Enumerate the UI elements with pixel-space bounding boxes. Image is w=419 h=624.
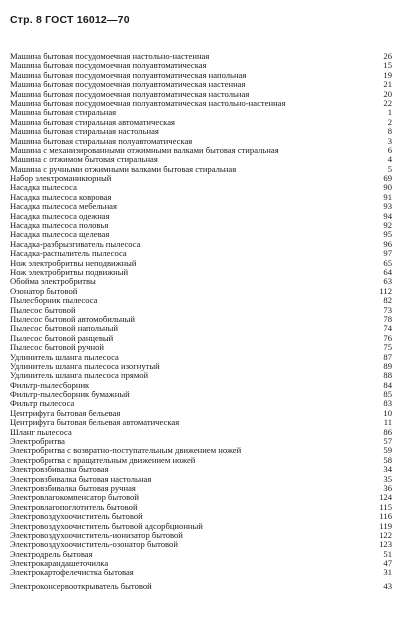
entry-page-number: 6 bbox=[387, 144, 392, 155]
entry-page-number: 74 bbox=[383, 323, 392, 334]
entry-term: Электровзбивалка бытовая bbox=[10, 465, 109, 475]
entry-term: Электроконсервооткрыватель бытовой bbox=[10, 581, 152, 591]
entry-term: Машина бытовая посудомоечная полуавтоматическая напольная bbox=[10, 70, 247, 80]
entry-term: Электродрель бытовая bbox=[10, 549, 93, 559]
index-entry bbox=[10, 80, 392, 89]
index-entry bbox=[10, 287, 392, 296]
entry-term: Машина с механизированными отжимными валками бытовая стиральная bbox=[10, 145, 279, 155]
index-entry bbox=[10, 306, 392, 315]
index-entry bbox=[10, 353, 392, 362]
index-entry bbox=[10, 315, 392, 324]
entry-term: Фильтр-пылесборник бумажный bbox=[10, 390, 130, 400]
index-entry bbox=[10, 268, 392, 277]
index-entry bbox=[10, 90, 392, 99]
entry-term: Насадка пылесоса bbox=[10, 183, 77, 193]
index-entry bbox=[10, 540, 392, 549]
entry-page-number: 2 bbox=[387, 116, 392, 127]
entry-term: Электровзбивалка бытовая настольная bbox=[10, 474, 152, 484]
entry-term: Насадка пылесоса половья bbox=[10, 221, 109, 231]
entry-term: Шланг пылесоса bbox=[10, 427, 72, 437]
entry-page-number: 8 bbox=[387, 126, 392, 137]
entry-page-number: 86 bbox=[383, 426, 392, 437]
entry-page-number: 83 bbox=[383, 398, 392, 409]
index-entry bbox=[10, 531, 392, 540]
entry-page-number: 82 bbox=[383, 295, 392, 306]
index-entry bbox=[10, 174, 392, 183]
index-entry bbox=[10, 381, 392, 390]
entry-term: Фильтр пылесоса bbox=[10, 399, 75, 409]
entry-page-number: 19 bbox=[383, 69, 392, 80]
entry-page-number: 31 bbox=[383, 567, 392, 578]
entry-page-number: 57 bbox=[383, 436, 392, 447]
index-entry bbox=[10, 559, 392, 568]
page-label: Стр. 8 bbox=[10, 14, 43, 26]
entry-term: Насадка пылесоса мебельная bbox=[10, 202, 117, 212]
entry-term: Машина с ручными отжимными валками бытовая стиральная bbox=[10, 164, 237, 174]
entry-term: Машина бытовая посудомоечная настольно-настенная bbox=[10, 52, 210, 61]
term-index bbox=[10, 52, 392, 591]
entry-term: Машина бытовая стиральная автоматическая bbox=[10, 117, 175, 127]
entry-page-number: 94 bbox=[383, 210, 392, 221]
entry-term: Насадка пылесоса ковровая bbox=[10, 192, 112, 202]
entry-page-number: 22 bbox=[383, 97, 392, 108]
entry-term: Машина бытовая стиральная bbox=[10, 108, 117, 118]
index-entry bbox=[10, 503, 392, 512]
entry-page-number: 35 bbox=[383, 473, 392, 484]
entry-page-number: 116 bbox=[379, 511, 392, 522]
index-entry bbox=[10, 249, 392, 258]
entry-term: Пылесос бытовой автомобильный bbox=[10, 314, 136, 324]
entry-page-number: 84 bbox=[383, 379, 392, 390]
entry-term: Электрокарандашеточилка bbox=[10, 559, 109, 569]
index-entry bbox=[10, 183, 392, 192]
entry-term: Озонатор бытовой bbox=[10, 286, 78, 296]
index-entry bbox=[10, 399, 392, 408]
index-entry bbox=[10, 259, 392, 268]
entry-term: Машина бытовая посудомоечная полуавтоматическая настенная bbox=[10, 80, 246, 90]
entry-term: Насадка-разбрызгиватель пылесоса bbox=[10, 239, 141, 249]
entry-term: Насадка пылесоса одежная bbox=[10, 211, 110, 221]
entry-term: Насадка пылесоса щелевая bbox=[10, 230, 110, 240]
index-entry bbox=[10, 108, 392, 117]
entry-page-number: 87 bbox=[383, 351, 392, 362]
entry-term: Машина с отжимом бытовая стиральная bbox=[10, 155, 158, 165]
entry-term: Машина бытовая стиральная полуавтоматическая bbox=[10, 136, 193, 146]
entry-page-number: 124 bbox=[379, 492, 392, 503]
entry-term: Электровлагокомпенсатор бытовой bbox=[10, 493, 140, 503]
entry-page-number: 95 bbox=[383, 229, 392, 240]
entry-term: Машина бытовая посудомоечная полуавтоматическая bbox=[10, 61, 207, 71]
index-entry bbox=[10, 568, 392, 577]
index-entry bbox=[10, 61, 392, 70]
entry-term: Нож электробритвы неподвижный bbox=[10, 258, 137, 268]
entry-term: Машина бытовая стиральная настольная bbox=[10, 127, 159, 137]
entry-page-number: 96 bbox=[383, 238, 392, 249]
index-entry bbox=[10, 324, 392, 333]
entry-term: Удлинитель шланга пылесоса прямой bbox=[10, 371, 149, 381]
entry-page-number: 36 bbox=[383, 482, 392, 493]
entry-term: Электробритва bbox=[10, 437, 65, 447]
entry-page-number: 97 bbox=[383, 248, 392, 259]
index-entry bbox=[10, 582, 392, 591]
entry-page-number: 92 bbox=[383, 220, 392, 231]
index-entry bbox=[10, 418, 392, 427]
index-entry bbox=[10, 512, 392, 521]
index-entry bbox=[10, 202, 392, 211]
index-entry bbox=[10, 146, 392, 155]
entry-page-number: 119 bbox=[379, 520, 392, 531]
entry-term: Обойма электробритвы bbox=[10, 277, 96, 287]
index-entry bbox=[10, 465, 392, 474]
entry-term: Электровзбивалка бытовая ручная bbox=[10, 483, 136, 493]
index-entry bbox=[10, 240, 392, 249]
entry-term: Электрокартофелечистка бытовая bbox=[10, 568, 134, 578]
index-entry bbox=[10, 71, 392, 80]
entry-term: Удлинитель шланга пылесоса bbox=[10, 352, 119, 362]
index-entry bbox=[10, 212, 392, 221]
index-entry bbox=[10, 475, 392, 484]
entry-page-number: 21 bbox=[383, 79, 392, 90]
index-entry bbox=[10, 390, 392, 399]
entry-page-number: 5 bbox=[387, 163, 392, 174]
entry-page-number: 123 bbox=[379, 539, 392, 550]
entry-term: Электробритва с вращательным движением ножей bbox=[10, 455, 196, 465]
index-entry bbox=[10, 550, 392, 559]
entry-page-number: 88 bbox=[383, 370, 392, 381]
entry-term: Пылесборник пылесоса bbox=[10, 296, 98, 306]
index-entry bbox=[10, 493, 392, 502]
index-entry bbox=[10, 165, 392, 174]
entry-page-number: 93 bbox=[383, 201, 392, 212]
entry-page-number: 58 bbox=[383, 454, 392, 465]
index-entry bbox=[10, 446, 392, 455]
index-entry bbox=[10, 409, 392, 418]
entry-page-number: 65 bbox=[383, 257, 392, 268]
entry-page-number: 91 bbox=[383, 191, 392, 202]
entry-term: Машина бытовая посудомоечная полуавтоматическая настольная bbox=[10, 89, 250, 99]
index-entry bbox=[10, 137, 392, 146]
entry-page-number: 20 bbox=[383, 88, 392, 99]
entry-term: Машина бытовая посудомоечная полуавтоматическая настольно-настенная bbox=[10, 98, 286, 108]
entry-page-number: 89 bbox=[383, 360, 392, 371]
entry-page-number: 15 bbox=[383, 60, 392, 71]
entry-page-number: 10 bbox=[383, 407, 392, 418]
entry-page-number: 3 bbox=[387, 135, 392, 146]
index-entry bbox=[10, 484, 392, 493]
entry-page-number: 11 bbox=[383, 417, 392, 428]
entry-term: Электровоздухоочиститель-ионизатор бытовой bbox=[10, 530, 183, 540]
entry-term: Нож электробритвы подвижный bbox=[10, 267, 129, 277]
entry-term: Пылесос бытовой ранцевый bbox=[10, 333, 114, 343]
index-entry bbox=[10, 428, 392, 437]
entry-term: Насадка-распылитель пылесоса bbox=[10, 249, 127, 259]
entry-page-number: 112 bbox=[379, 285, 392, 296]
entry-page-number: 78 bbox=[383, 313, 392, 324]
entry-term: Пылесос бытовой ручной bbox=[10, 343, 105, 353]
entry-term: Электровоздухоочиститель бытовой bbox=[10, 512, 143, 522]
entry-page-number: 85 bbox=[383, 389, 392, 400]
index-entry bbox=[10, 334, 392, 343]
entry-page-number: 51 bbox=[383, 548, 392, 559]
entry-page-number: 59 bbox=[383, 445, 392, 456]
entry-page-number: 75 bbox=[383, 342, 392, 353]
entry-page-number: 63 bbox=[383, 276, 392, 287]
index-entry bbox=[10, 296, 392, 305]
index-entry bbox=[10, 193, 392, 202]
page-header bbox=[10, 14, 130, 26]
index-entry bbox=[10, 277, 392, 286]
index-entry bbox=[10, 437, 392, 446]
index-entry bbox=[10, 522, 392, 531]
entry-term: Центрифуга бытовая бельевая bbox=[10, 408, 121, 418]
entry-term: Удлинитель шланга пылесоса изогнутый bbox=[10, 361, 160, 371]
index-entry bbox=[10, 155, 392, 164]
entry-page-number: 47 bbox=[383, 558, 392, 569]
entry-term: Пылесос бытовой bbox=[10, 305, 76, 315]
entry-term: Центрифуга бытовая бельевая автоматическая bbox=[10, 418, 180, 428]
entry-term: Электробритва с возвратно-поступательным движением ножей bbox=[10, 446, 242, 456]
entry-term: Набор электроманикюрный bbox=[10, 174, 112, 184]
index-entry bbox=[10, 127, 392, 136]
entry-term: Электровоздухоочиститель-озонатор бытовой bbox=[10, 540, 178, 550]
entry-term: Фильтр-пылесборник bbox=[10, 380, 90, 390]
index-entry bbox=[10, 343, 392, 352]
entry-page-number: 76 bbox=[383, 332, 392, 343]
entry-page-number: 43 bbox=[383, 580, 392, 591]
index-entry bbox=[10, 99, 392, 108]
index-entry bbox=[10, 52, 392, 61]
entry-page-number: 4 bbox=[387, 154, 392, 165]
index-entry bbox=[10, 456, 392, 465]
entry-page-number: 26 bbox=[383, 51, 392, 61]
entry-page-number: 73 bbox=[383, 304, 392, 315]
entry-page-number: 69 bbox=[383, 173, 392, 184]
entry-term: Электровоздухоочиститель бытовой адсорбционный bbox=[10, 521, 203, 531]
entry-page-number: 90 bbox=[383, 182, 392, 193]
index-entry bbox=[10, 230, 392, 239]
entry-term: Электровлагопоглотитель бытовой bbox=[10, 502, 138, 512]
entry-page-number: 34 bbox=[383, 464, 392, 475]
entry-term: Пылесос бытовой напольный bbox=[10, 324, 118, 334]
standard-code: ГОСТ 16012—70 bbox=[45, 14, 130, 26]
index-entry bbox=[10, 371, 392, 380]
index-entry bbox=[10, 362, 392, 371]
index-entry bbox=[10, 118, 392, 127]
entry-page-number: 1 bbox=[387, 107, 392, 118]
entry-page-number: 64 bbox=[383, 266, 392, 277]
index-entry bbox=[10, 221, 392, 230]
entry-page-number: 115 bbox=[379, 501, 392, 512]
entry-page-number: 122 bbox=[379, 529, 392, 540]
